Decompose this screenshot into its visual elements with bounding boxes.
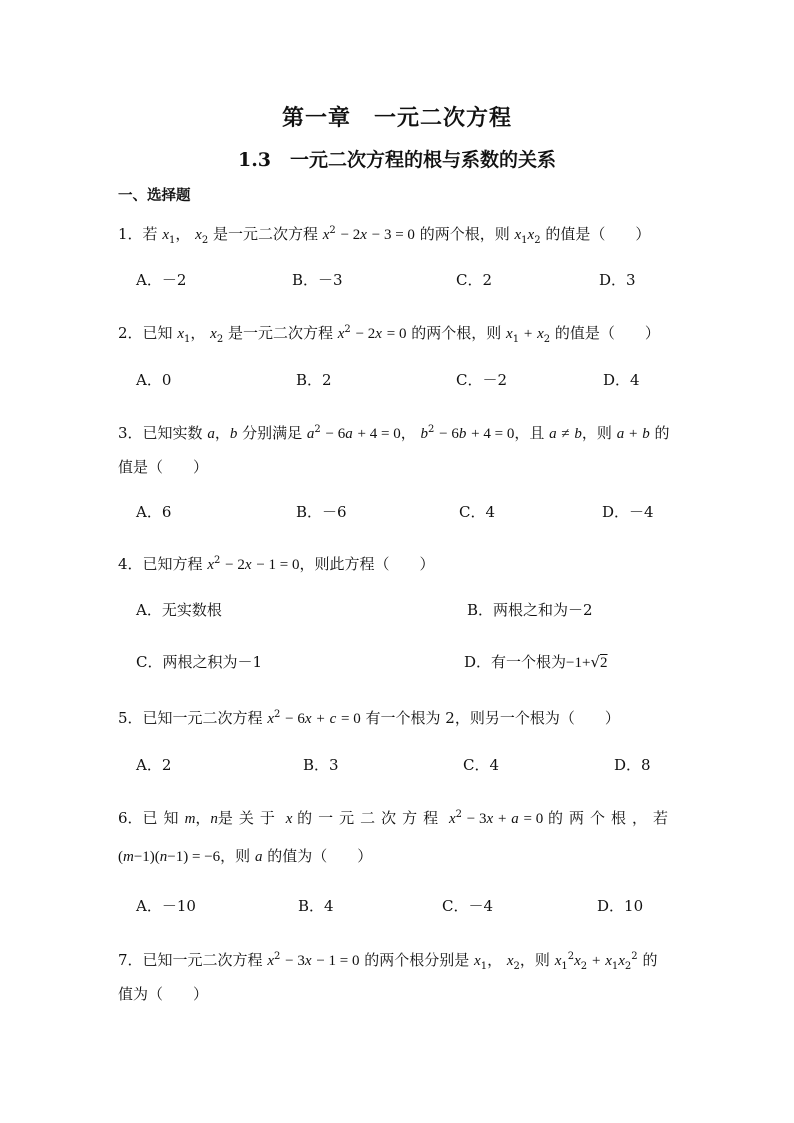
q3-option-c: C．4 — [459, 503, 496, 521]
q4-option-d-text: D．有一个根为 — [464, 653, 567, 671]
q6-option-b: B．4 — [298, 897, 334, 915]
q3-option-b: B．－6 — [296, 503, 347, 521]
q2-option-d: D．4 — [603, 371, 640, 389]
question-3: 3．已知实数 a，b 分别满足 $a^2 - 6a + 4 = 0$， $b^2 - 6b + 4 = 0$，且 a ≠ b，则 a + b 的 — [118, 424, 670, 442]
section-title: 1.3 一元二次方程的根与系数的关系 — [237, 149, 557, 171]
sqrt-symbol: √ — [590, 653, 601, 671]
question-number: 4． — [118, 555, 143, 573]
q2-option-c: C．－2 — [456, 371, 508, 389]
question-3-continued: 值是（ ） — [118, 458, 209, 476]
q3-option-a: A．6 — [136, 503, 172, 521]
q6-option-a: A．－10 — [136, 897, 196, 915]
q6-option-c: C．－4 — [442, 897, 494, 915]
question-number: 1． — [118, 225, 143, 243]
q4-option-a: A．无实数根 — [136, 601, 222, 619]
q5-option-d: D．8 — [614, 756, 651, 774]
question-5: 5．已知一元二次方程 $x^2 - 6x + c = 0$ 有一个根为 2，则另一个根为（ ） — [118, 709, 620, 727]
q5-option-a: A．2 — [136, 756, 172, 774]
question-4: 4．已知方程 $x^2 - 2x - 1 = 0$，则此方程（ ） — [118, 555, 435, 573]
question-number: 7． — [118, 951, 143, 969]
q1-option-a: A．－2 — [136, 271, 187, 289]
q3-option-d: D．－4 — [602, 503, 654, 521]
question-6: 6．已知m，n是关于 x 的一元二次方程 $x^2 - 3x + a = 0$ 的两个根，若 — [118, 809, 675, 827]
question-number: 6． — [118, 809, 143, 827]
question-2: 2．已知 $x_1$， $x_2$ 是一元二次方程 $x^2 - 2x = 0$ 的两个根，则 $x_1 + x_2$ 的值是（ ） — [118, 324, 660, 345]
q2-option-a: A．0 — [136, 371, 172, 389]
question-6-continued: (m−1)(n−1) = −6，则 a 的值为（ ） — [118, 847, 373, 865]
q4-option-d: D．有一个根为−1+√2 — [464, 653, 608, 671]
q6-option-d: D．10 — [597, 897, 644, 915]
question-number: 3． — [118, 424, 143, 442]
section-heading: 一、选择题 — [118, 187, 191, 204]
question-number: 5． — [118, 709, 143, 727]
q2-option-b: B．2 — [296, 371, 332, 389]
q5-option-c: C．4 — [463, 756, 500, 774]
q1-option-b: B．－3 — [292, 271, 343, 289]
question-7: 7．已知一元二次方程 $x^2 - 3x - 1 = 0$ 的两个根分别是 $x_1$， $x_2$，则 $x_1^2x_2 + x_1x_2^2$ 的 — [118, 951, 658, 972]
q5-option-b: B．3 — [303, 756, 339, 774]
q1-option-c: C．2 — [456, 271, 493, 289]
q4-option-b: B．两根之和为－2 — [467, 601, 593, 619]
question-1: 1．若 $x_1$， $x_2$ 是一元二次方程 $x^2 - 2x - 3 = 0$ 的两个根，则 $x_1x_2$ 的值是（ ） — [118, 225, 651, 246]
question-7-continued: 值为（ ） — [118, 985, 209, 1003]
q4-option-c: C．两根之积为－1 — [136, 653, 263, 671]
question-number: 2． — [118, 324, 143, 342]
chapter-title: 第一章 一元二次方程 — [281, 105, 512, 131]
q1-option-d: D．3 — [599, 271, 636, 289]
